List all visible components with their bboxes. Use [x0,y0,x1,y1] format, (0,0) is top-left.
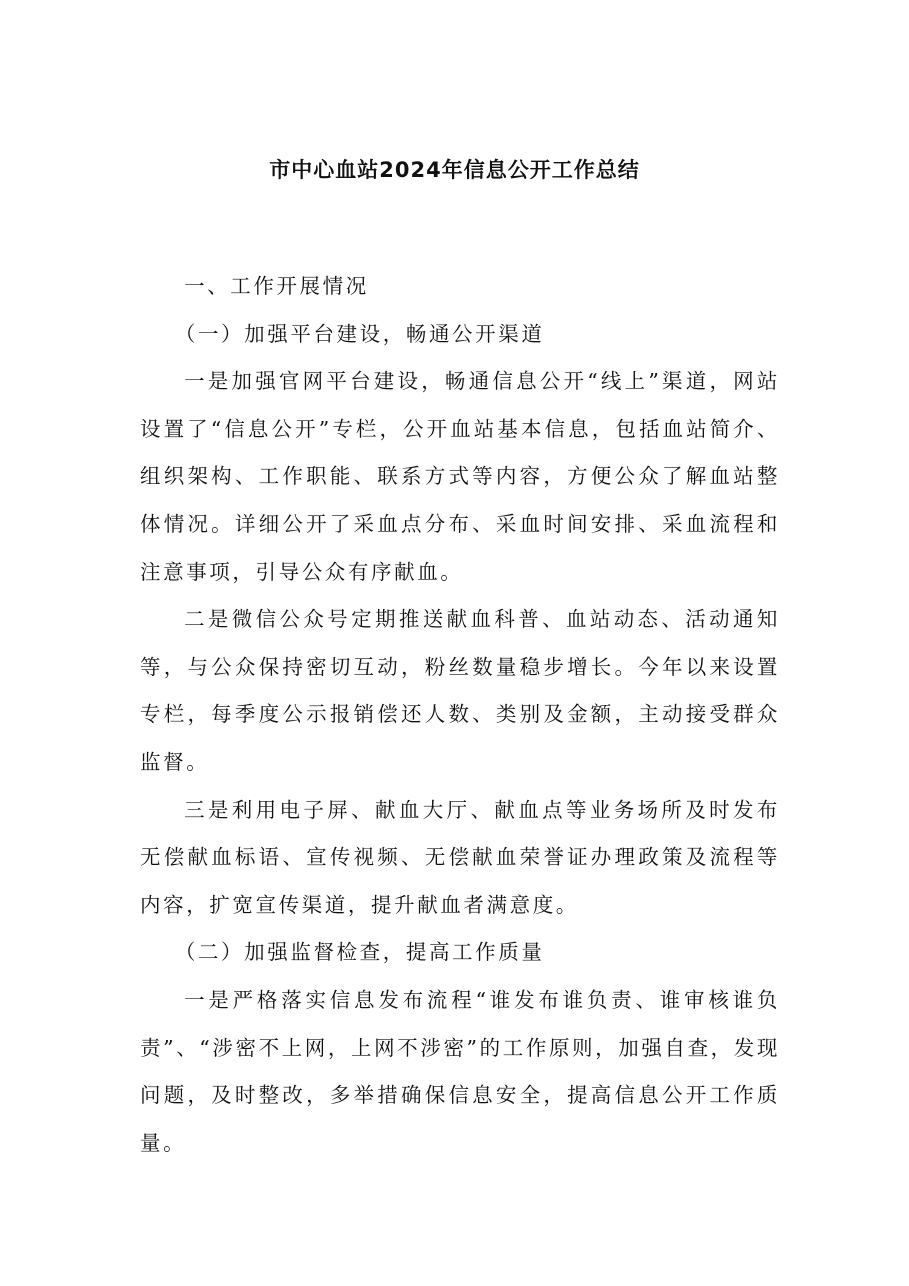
paragraph: 一是严格落实信息发布流程“谁发布谁负责、谁审核谁负责”、“涉密不上网，上网不涉密”的工作原则，加强自查，发现问题，及时整改，多举措确保信息安全，提高信息公开工作质量。 [140,987,780,1155]
document-title: 市中心血站2024年信息公开工作总结 [269,158,640,182]
subsection-heading: （一）加强平台建设，畅通公开渠道 [174,321,545,346]
subsection-heading: （二）加强监督检查，提高工作质量 [174,940,545,965]
paragraph: 二是微信公众号定期推送献血科普、血站动态、活动通知等，与公众保持密切互动，粉丝数量稳步增长。今年以来设置专栏，每季度公示报销偿还人数、类别及金额，主动接受群众监督。 [140,607,780,774]
section-heading: 一、工作开展情况 [184,274,369,298]
paragraph: 三是利用电子屏、献血大厅、献血点等业务场所及时发布无偿献血标语、宣传视频、无偿献血荣誉证办理政策及流程等内容，扩宽宣传渠道，提升献血者满意度。 [140,797,780,917]
paragraph: 一是加强官网平台建设，畅通信息公开“线上”渠道，网站设置了“信息公开”专栏，公开血站基本信息，包括血站简介、组织架构、工作职能、联系方式等内容，方便公众了解血站整体情况。详细公开了采血点分布、采血时间安排、采血流程和注意事项，引导公众有序献血。 [140,369,780,584]
document-body [140,263,780,1167]
